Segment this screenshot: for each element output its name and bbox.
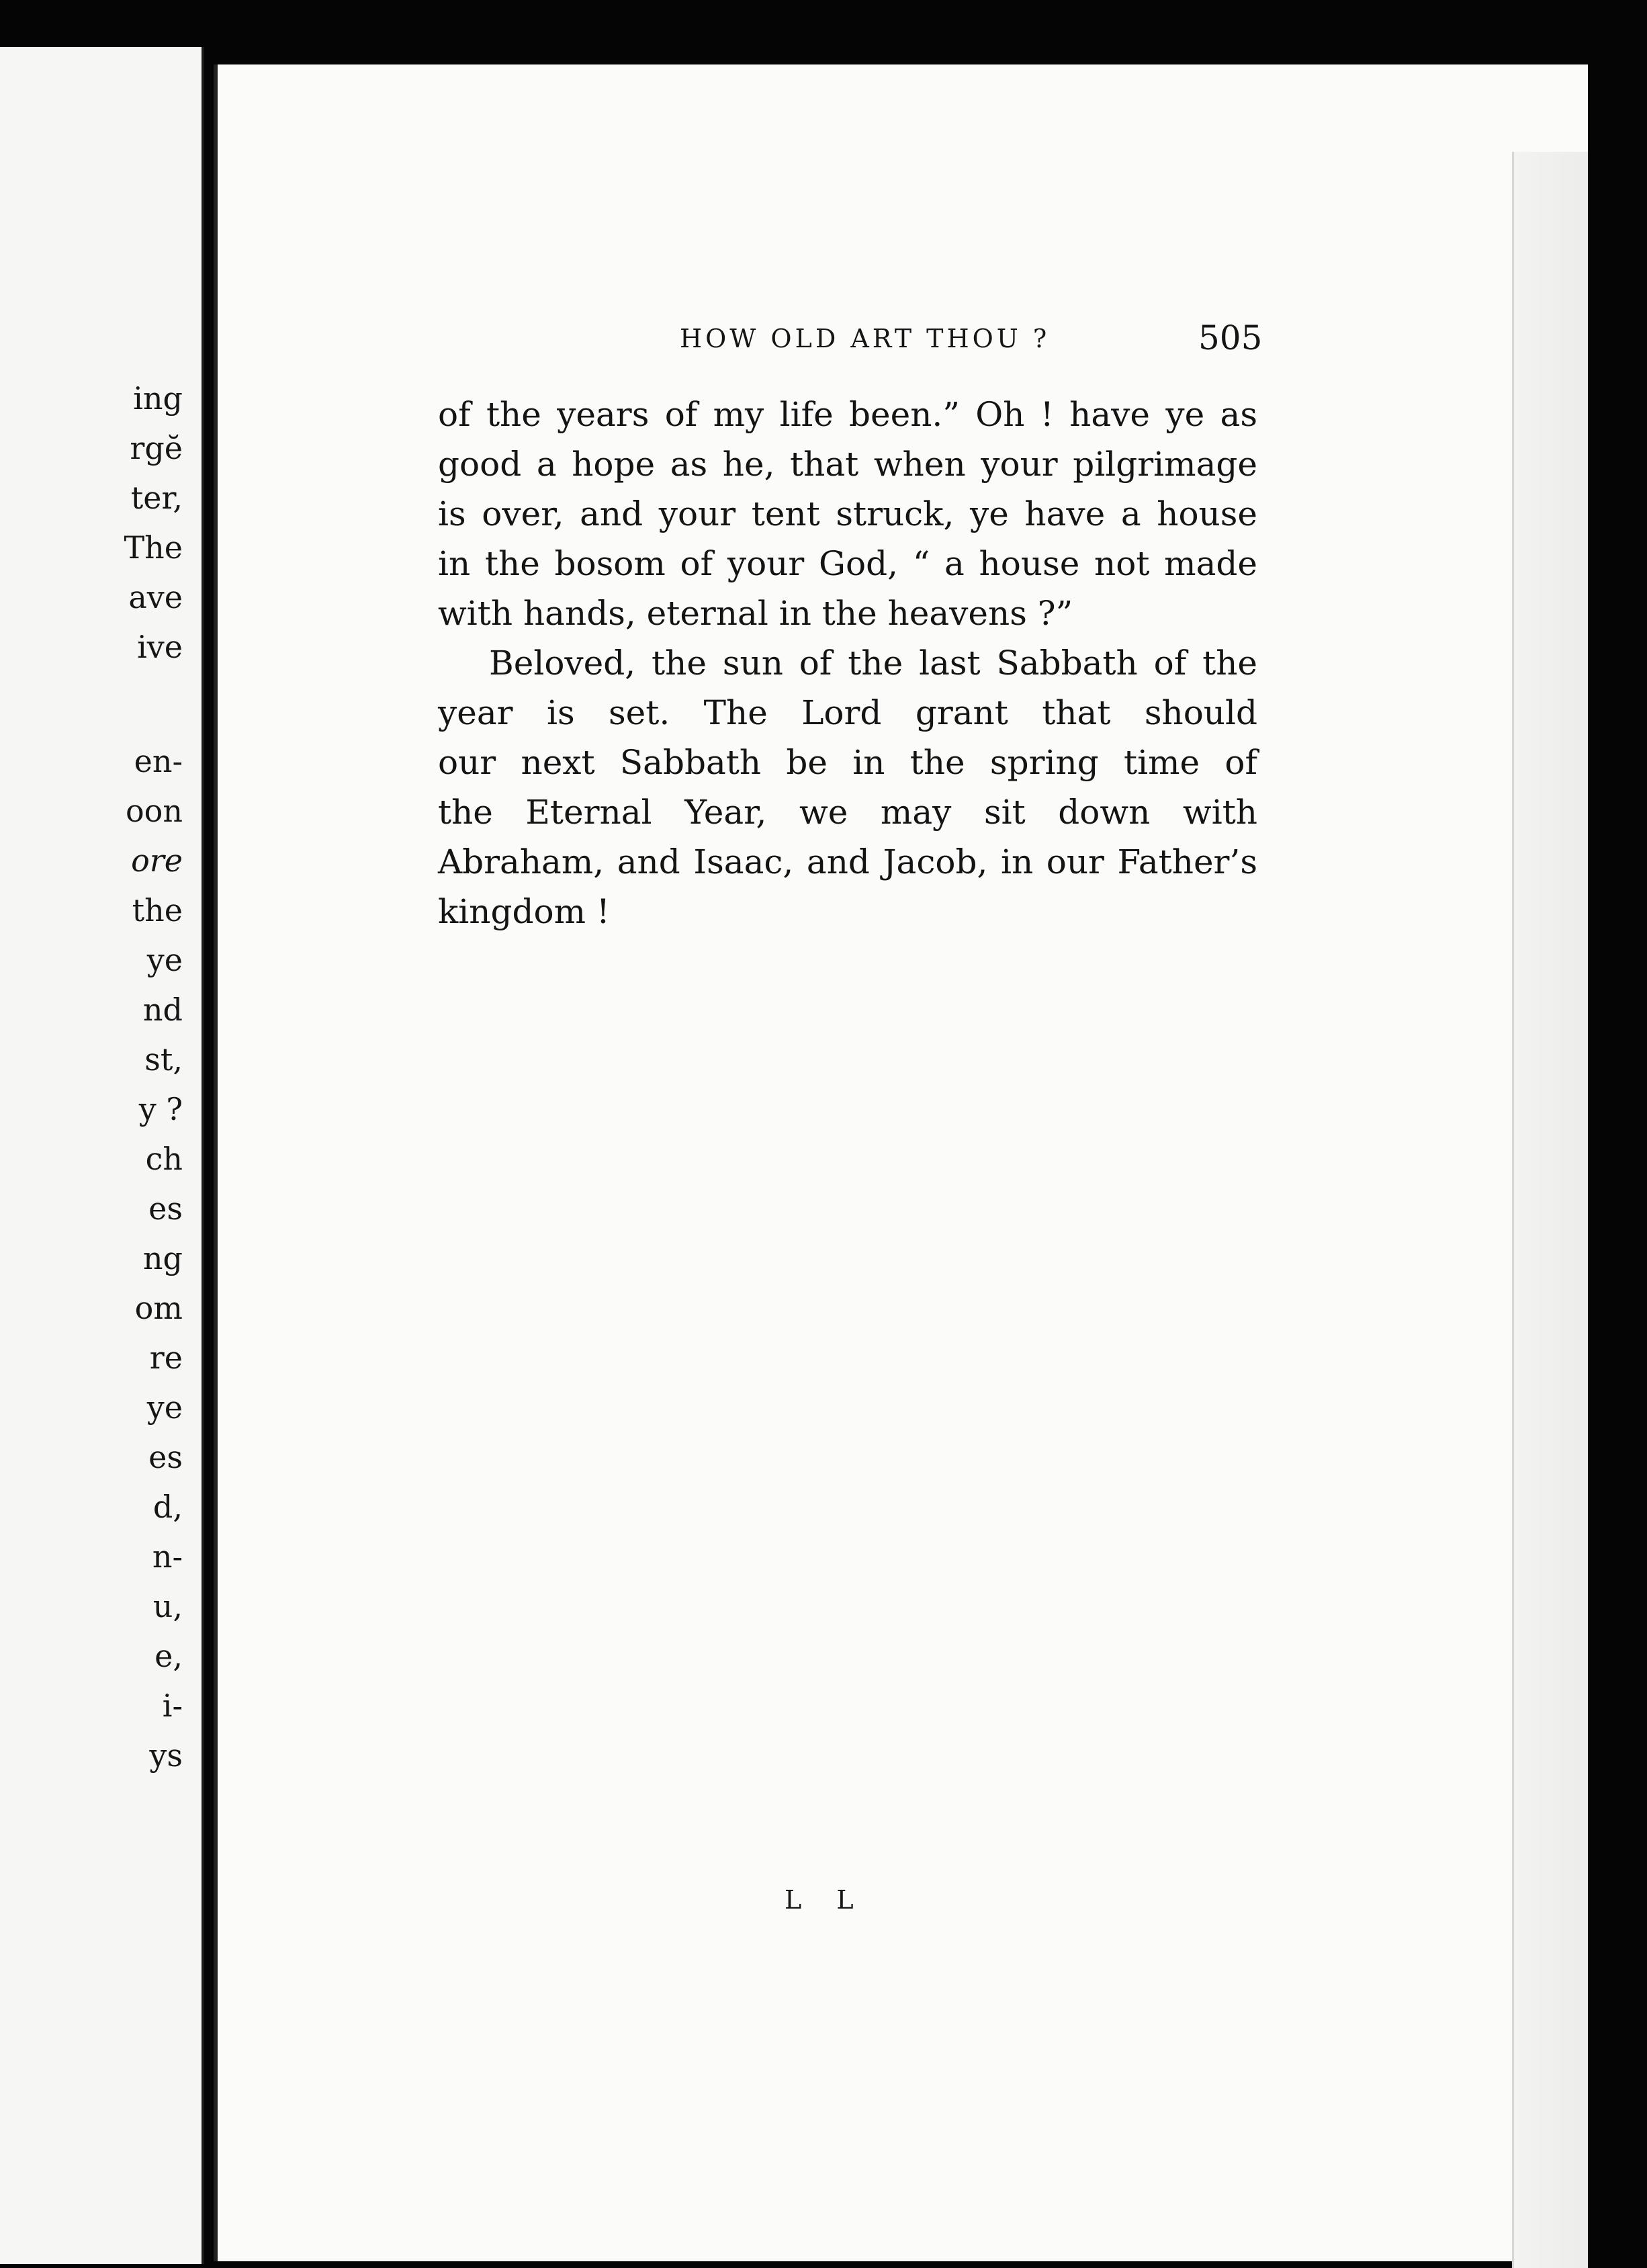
facing-page-fragment: st, (144, 1041, 183, 1078)
facing-page-fragment: ing (133, 380, 183, 417)
facing-page (0, 47, 204, 2264)
facing-page-fragment: y ? (138, 1091, 183, 1127)
text-line: Abraham, and Isaac, and Jacob, in our Father’s (438, 842, 1257, 881)
facing-page-fragment: ys (149, 1737, 183, 1774)
signature-mark: L L (785, 1885, 867, 1915)
facing-page-fragment: e, (154, 1638, 183, 1674)
text-line: of the years of my life been.” Oh ! have ye as (438, 395, 1257, 434)
facing-page-fragment: ch (145, 1141, 183, 1177)
facing-page-fragment: nd (142, 992, 183, 1028)
facing-page-fragment: d, (152, 1489, 183, 1525)
facing-page-fragment: es (148, 1190, 183, 1227)
facing-page-fragment: es (148, 1439, 183, 1475)
text-line: in the bosom of your God, “ a house not made (438, 544, 1257, 583)
facing-page-fragment: n- (152, 1538, 183, 1575)
text-line: with hands, eternal in the heavens ?” (438, 594, 1073, 633)
facing-page-fragment: en- (134, 743, 183, 779)
facing-page-fragment: u, (152, 1588, 183, 1624)
paragraph-1 (438, 390, 1257, 638)
facing-page-fragment: i- (162, 1688, 183, 1724)
facing-page-fragment: oon (125, 793, 183, 829)
facing-page-fragment: ng (142, 1240, 183, 1276)
facing-page-fragment: ter, (130, 480, 183, 516)
page-edge (1512, 152, 1588, 2268)
facing-page-fragment: ore (131, 842, 183, 879)
facing-page-fragment: ave (128, 579, 183, 615)
text-line: the Eternal Year, we may sit down with (438, 793, 1257, 832)
text-line: our next Sabbath be in the spring time of (438, 743, 1257, 782)
facing-page-fragment: the (132, 892, 183, 928)
facing-page-fragment: ive (137, 629, 183, 665)
text-line: kingdom ! (438, 892, 611, 931)
text-line: Beloved, the sun of the last Sabbath of the (489, 644, 1257, 683)
facing-page-fragment: ye (146, 1389, 183, 1426)
facing-page-fragment: om (134, 1290, 183, 1326)
facing-page-fragment: rgĕ (130, 430, 183, 466)
facing-page-fragment: ye (146, 942, 183, 978)
running-head: HOW OLD ART THOU ? (680, 324, 1051, 353)
facing-page-fragment: re (149, 1340, 183, 1376)
text-line: is over, and your tent struck, ye have a house (438, 494, 1257, 533)
body-text (438, 390, 1257, 936)
facing-page-fragment: The (124, 529, 183, 566)
paragraph-2 (438, 638, 1257, 936)
text-line: good a hope as he, that when your pilgrimage (438, 445, 1257, 484)
page-number: 505 (1198, 318, 1263, 357)
text-line: year is set. The Lord grant that should (438, 693, 1257, 732)
